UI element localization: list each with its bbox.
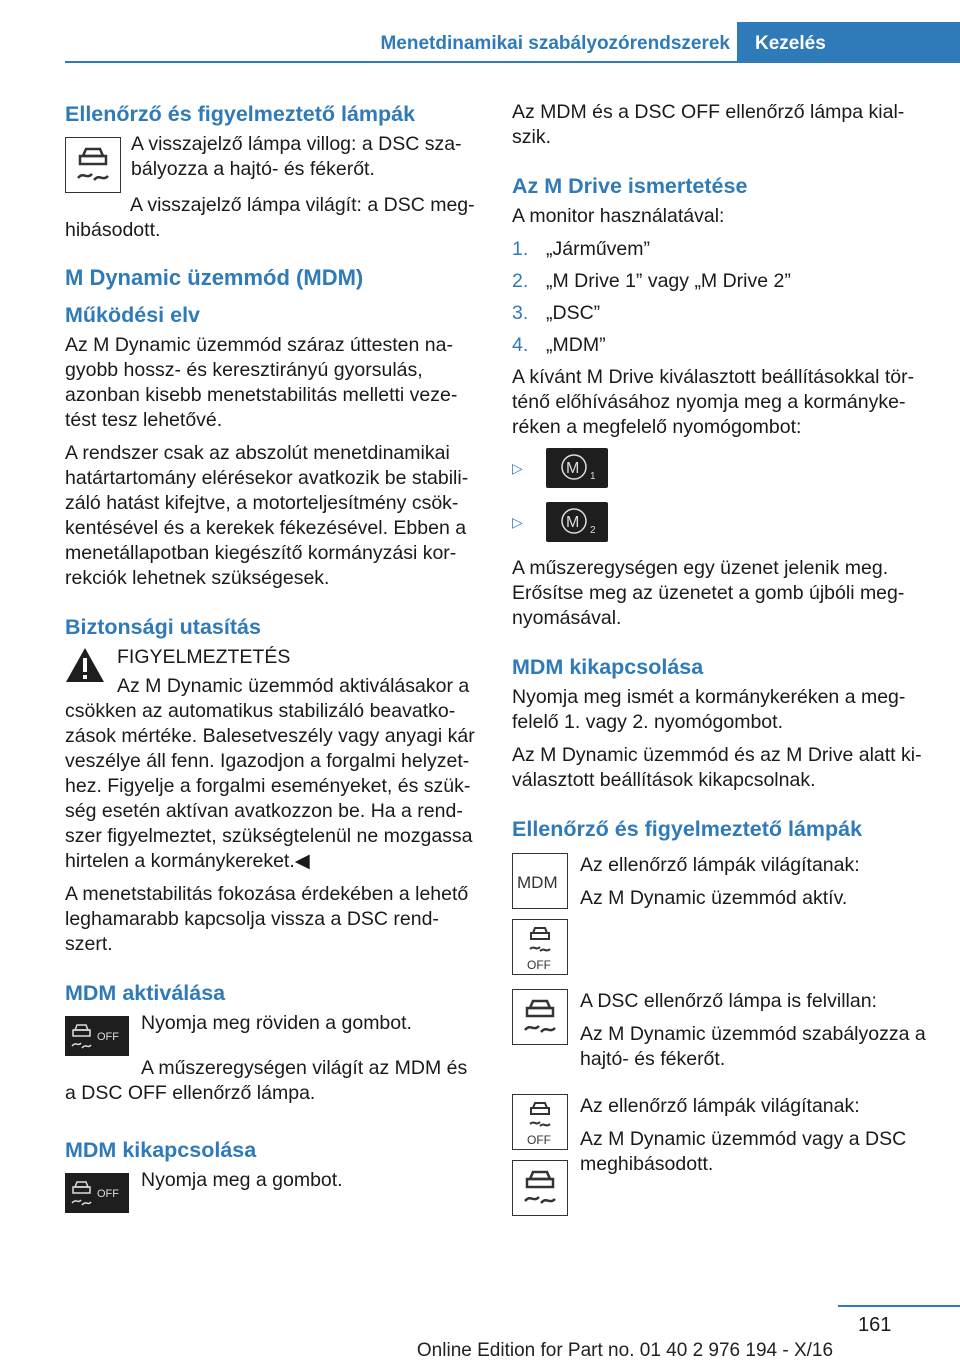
lamp-active-text-2: Az M Dynamic üzemmód aktív. (580, 887, 848, 909)
right-lamps-heading: Ellenőrző és figyelmeztető lámpák (512, 817, 863, 841)
principle-heading: Működési elv (65, 303, 201, 327)
right-column (512, 100, 930, 1230)
svg-text:OFF: OFF (527, 1133, 551, 1147)
activate-text-1: Nyomja meg röviden a gombot. (141, 1012, 412, 1034)
deactivate-block (65, 1168, 477, 1213)
page-number: 161 (858, 1314, 892, 1336)
svg-text:2: 2 (590, 525, 596, 536)
lamp-active-text-1: Az ellenőrző lámpák világítanak: (580, 854, 860, 876)
dsc-off-button-icon (65, 1173, 129, 1213)
bullet-triangle-icon: ▷ (512, 513, 523, 530)
lamp-block-active (512, 853, 930, 975)
m1-button-row (512, 448, 930, 488)
lamp-fault-text-1: Az ellenőrző lámpák világítanak: (580, 1095, 860, 1117)
svg-text:OFF: OFF (97, 1188, 119, 1200)
svg-text:OFF: OFF (527, 958, 551, 972)
recall-text: A kívánt M Drive kiválasztott beállításokkal tör-ténő előhívásához nyomja meg a kormányke-réken a megfelelő nyomógombot: (512, 366, 915, 438)
warning-label: FIGYELMEZTETÉS (117, 646, 291, 668)
mdm-off-heading: MDM kikapcsolása (512, 655, 704, 679)
lamp-lit-text: A visszajelző lámpa világít: a DSC meg-hibásodott. (65, 194, 475, 241)
lamp-fault-text-2: Az M Dynamic üzemmód vagy a DSC meghibásodott. (580, 1128, 907, 1175)
principle-paragraph-2: A rendszer csak az abszolút menetdinamikai határtartomány elérésekor avatkozik be stabili-záló hatást kifejtve, a motorteljesítmény csök-kentésével és a kerekek fékezésével. Ebben a menetállapotban kiegészítő kormányzási kor-rekciók lehetnek szükségesek. (65, 442, 469, 589)
dsc-off-lamp-icon (512, 1094, 568, 1150)
mdrive-steps-list (512, 237, 930, 358)
svg-text:M: M (566, 460, 580, 477)
mdm-off-text-1: Nyomja meg ismét a kormánykeréken a meg-felelő 1. vagy 2. nyomógombot. (512, 686, 906, 733)
activate-heading: MDM aktiválása (65, 981, 226, 1005)
list-item: 4. „MDM” (512, 334, 606, 356)
svg-text:1: 1 (590, 471, 596, 482)
svg-text:MDM: MDM (517, 873, 558, 892)
footer-rule (838, 1305, 960, 1307)
warning-text: Az M Dynamic üzemmód aktiválásakor a csökken az automatikus stabilizáló beavatko-zások mértéke. Balesetveszély vagy anyagi kár veszélye áll fenn. Igazodjon a forgalmi helyzet-hez. Figyelje a forgalmi eseményeket, és szük-ség esetén aktívan avatkozzon be. Ha a rend-szer figyelmeztet, szükségtelenül ne mozgassa hirtelen a kormánykereket.◀ (65, 675, 475, 872)
mdrive-intro: A monitor használatával: (512, 205, 725, 227)
dsc-skid-icon (65, 137, 121, 193)
m2-button-row (512, 502, 930, 542)
lamps-heading: Ellenőrző és figyelmeztető lámpák (65, 102, 416, 126)
mdm-heading: M Dynamic üzemmód (MDM) (65, 265, 364, 290)
right-intro-text: Az MDM és a DSC OFF ellenőrző lámpa kial-szik. (512, 101, 905, 148)
svg-text:M: M (566, 514, 580, 531)
deactivate-heading: MDM kikapcsolása (65, 1138, 257, 1162)
list-item: 3. „DSC” (512, 302, 601, 324)
list-item: 2. „M Drive 1” vagy „M Drive 2” (512, 270, 791, 292)
header-section-title: Menetdinamikai szabályozórendszerek (380, 33, 730, 54)
m2-button-icon (546, 502, 608, 542)
list-item: 1. „Járművem” (512, 238, 651, 260)
lamp-block-controlling (512, 989, 930, 1080)
bullet-triangle-icon: ▷ (512, 459, 523, 476)
activate-block (65, 1011, 477, 1056)
lamp-controlling-text-2: Az M Dynamic üzemmód szabályozza a hajtó- és fékerőt. (580, 1023, 926, 1070)
warning-triangle-icon (65, 647, 105, 683)
mdm-lamp-icon (512, 853, 568, 909)
deactivate-text: Nyomja meg a gombot. (141, 1169, 343, 1191)
left-column (65, 100, 477, 1213)
lamp-flash-text: A visszajelző lámpa villog: a DSC sza-bályozza a hajtó- és fékerőt. (131, 133, 462, 180)
dsc-off-button-icon (65, 1016, 129, 1056)
m1-button-icon (546, 448, 608, 488)
warning-block (65, 645, 477, 874)
lamp-block-fault (512, 1094, 930, 1216)
principle-paragraph-1: Az M Dynamic üzemmód száraz úttesten na-gyobb hossz- és keresztirányú gyorsulás, azonban kisebb menetstabilitás melletti veze-tést tesz lehetővé. (65, 334, 458, 431)
svg-text:OFF: OFF (97, 1031, 119, 1043)
dsc-lamp-block (65, 132, 477, 193)
confirm-text: A műszeregységen egy üzenet jelenik meg. Erősítse meg az üzenetet a gomb újbóli meg-nyomásával. (512, 557, 905, 629)
dsc-skid-icon (512, 1160, 568, 1216)
safety-heading: Biztonsági utasítás (65, 615, 261, 639)
dsc-off-lamp-icon (512, 919, 568, 975)
mdm-off-text-2: Az M Dynamic üzemmód és az M Drive alatt ki-választott beállítások kikapcsolnak. (512, 744, 922, 791)
activate-text-2: A műszeregységen világít az MDM és a DSC OFF ellenőrző lámpa. (65, 1057, 468, 1104)
mdrive-heading: Az M Drive ismertetése (512, 174, 748, 198)
dsc-skid-icon (512, 989, 568, 1045)
header-chapter-tab: Kezelés (737, 22, 960, 63)
header-rule (65, 61, 960, 63)
lamp-controlling-text-1: A DSC ellenőrző lámpa is felvillan: (580, 990, 877, 1012)
stability-text: A menetstabilitás fokozása érdekében a lehető leghamarabb kapcsolja vissza a DSC rend-szert. (65, 883, 469, 955)
edition-footer: Online Edition for Part no. 01 40 2 976 194 - X/16 (416, 1340, 834, 1361)
